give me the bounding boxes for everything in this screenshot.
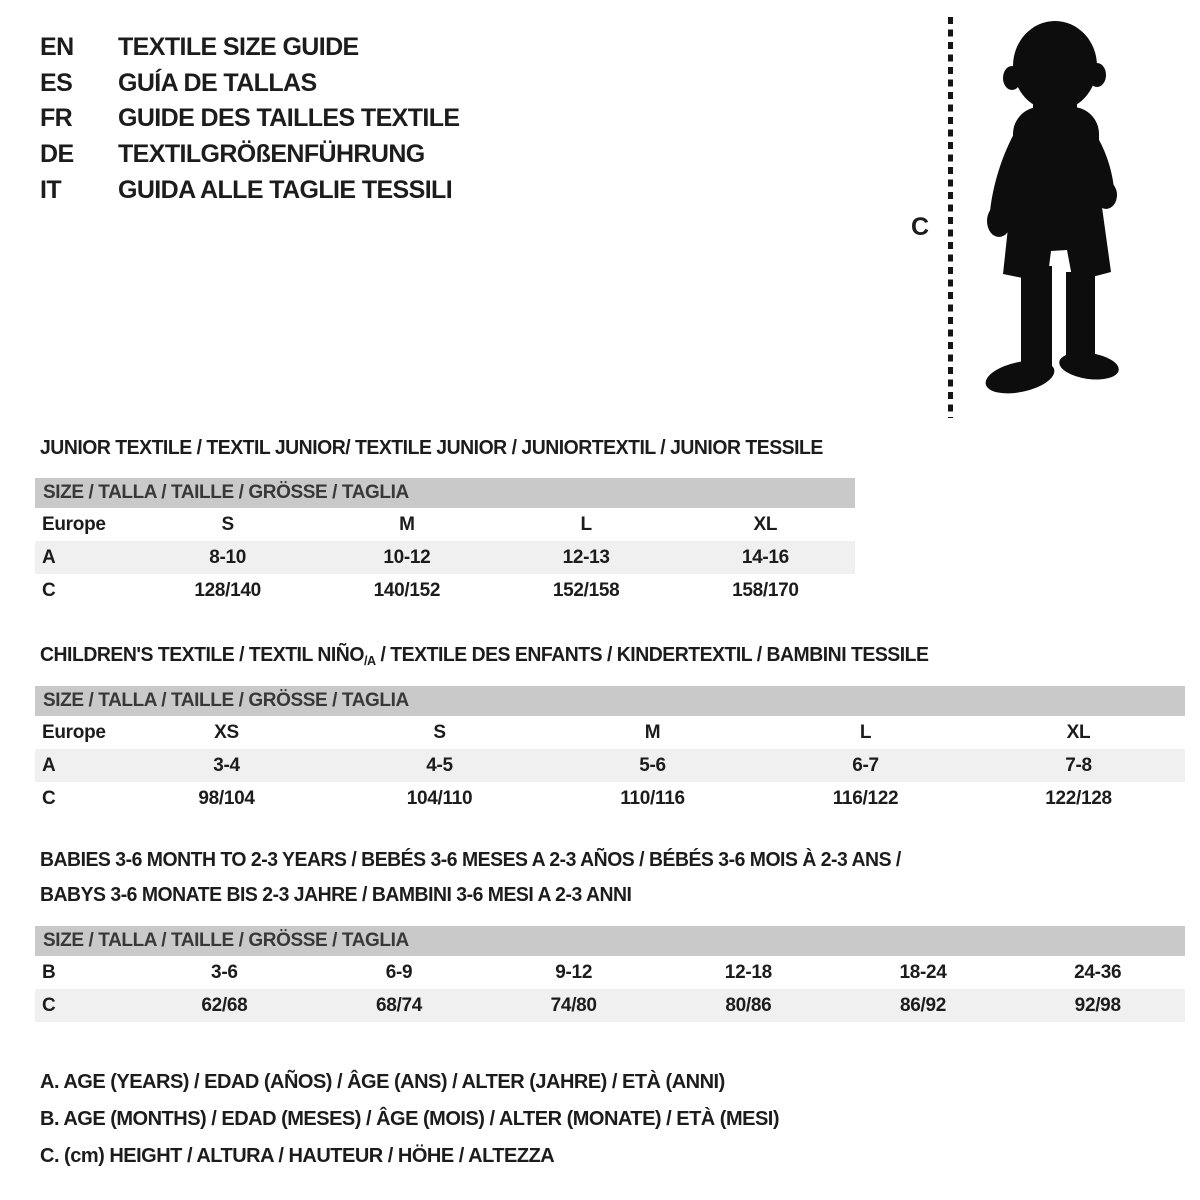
row-label: C (42, 579, 56, 601)
lang-row-it (40, 172, 460, 208)
size-header-bar: SIZE / TALLA / TAILLE / GRÖSSE / TAGLIA (35, 478, 855, 508)
junior-size-table (35, 478, 855, 607)
legend-line-a: A. AGE (YEARS) / EDAD (AÑOS) / ÂGE (ANS) / ALTER (JAHRE) / ETÀ (ANNI) (40, 1071, 725, 1093)
table-cell: L (580, 513, 592, 535)
table-cell: 62/68 (201, 994, 248, 1016)
row-label: Europe (42, 721, 106, 743)
lang-row-fr (40, 101, 460, 137)
row-label: B (42, 961, 56, 983)
table-cell: 6-9 (385, 961, 413, 983)
table-cell: 116/122 (832, 787, 899, 809)
babies-section-title-line1: BABIES 3-6 MONTH TO 2-3 YEARS / BEBÉS 3-6 MESES A 2-3 AÑOS / BÉBÉS 3-6 MOIS À 2-3 ANS / (40, 849, 901, 871)
lang-title: GUIDE DES TAILLES TEXTILE (118, 104, 460, 133)
lang-row-es (40, 66, 460, 102)
lang-title: GUÍA DE TALLAS (118, 68, 317, 97)
babies-size-table (35, 926, 1185, 1022)
table-cell: 74/80 (550, 994, 597, 1016)
table-cell: S (433, 721, 446, 743)
table-cell: L (859, 721, 872, 743)
table-cell: 104/110 (406, 787, 473, 809)
table-cell: 152/158 (552, 579, 620, 601)
height-measure-dashed-line (948, 17, 953, 418)
table-cell: M (644, 721, 661, 743)
toddler-silhouette-icon (963, 14, 1141, 420)
legend-line-b: B. AGE (MONTHS) / EDAD (MESES) / ÂGE (MOIS) / ALTER (MONATE) / ETÀ (MESI) (40, 1108, 780, 1130)
row-label: A (42, 754, 56, 776)
table-cell: XL (1066, 721, 1091, 743)
table-cell: 80/86 (725, 994, 772, 1016)
table-cell: M (399, 513, 415, 535)
table-cell: 122/128 (1045, 787, 1112, 809)
table-cell: 10-12 (383, 546, 431, 568)
children-size-table (35, 686, 1185, 815)
lang-title: TEXTILGRÖßENFÜHRUNG (118, 140, 425, 169)
language-list (40, 30, 460, 208)
lang-title: GUIDA ALLE TAGLIE TESSILI (118, 175, 453, 204)
lang-code: EN (40, 33, 74, 62)
table-cell: 158/170 (732, 579, 799, 601)
table-cell: 14-16 (741, 546, 789, 568)
table-cell: XS (214, 721, 239, 743)
lang-code: IT (40, 175, 62, 204)
table-cell: 24-36 (1074, 961, 1122, 983)
table-cell: 140/152 (373, 579, 441, 601)
size-header-bar: SIZE / TALLA / TAILLE / GRÖSSE / TAGLIA (35, 926, 1185, 956)
babies-section-title-line2: BABYS 3-6 MONATE BIS 2-3 JAHRE / BAMBINI 3-6 MESI A 2-3 ANNI (40, 884, 632, 906)
lang-code: FR (40, 104, 73, 133)
children-title-text: / TEXTILE DES ENFANTS / KINDERTEXTIL / BAMBINI TESSILE (375, 644, 929, 666)
table-row-europe (35, 716, 1185, 749)
table-cell: 8-10 (209, 546, 247, 568)
table-cell: 3-4 (213, 754, 240, 776)
children-title-subscript: /A (363, 653, 376, 668)
table-cell: 4-5 (426, 754, 453, 776)
table-row-age-months (35, 956, 1185, 989)
table-cell: 92/98 (1074, 994, 1121, 1016)
table-cell: 86/92 (900, 994, 947, 1016)
junior-section-title: JUNIOR TEXTILE / TEXTIL JUNIOR/ TEXTILE JUNIOR / JUNIORTEXTIL / JUNIOR TESSILE (40, 437, 823, 459)
lang-code: DE (40, 140, 74, 169)
table-row-age-years (35, 541, 855, 574)
table-cell: 5-6 (639, 754, 666, 776)
children-title-text: CHILDREN'S TEXTILE / TEXTIL NIÑO (40, 644, 364, 666)
table-cell: 7-8 (1065, 754, 1092, 776)
row-label: A (42, 546, 56, 568)
table-row-height (35, 782, 1185, 815)
table-cell: 128/140 (194, 579, 261, 601)
table-cell: 18-24 (899, 961, 947, 983)
table-cell: 12-18 (724, 961, 772, 983)
size-header-bar: SIZE / TALLA / TAILLE / GRÖSSE / TAGLIA (35, 686, 1185, 716)
legend (40, 1064, 779, 1175)
table-cell: 68/74 (375, 994, 423, 1016)
lang-code: ES (40, 68, 73, 97)
lang-row-en (40, 30, 460, 66)
table-cell: 9-12 (555, 961, 593, 983)
table-cell: 3-6 (211, 961, 238, 983)
lang-row-de (40, 137, 460, 173)
row-label: C (42, 787, 56, 809)
row-label: C (42, 994, 56, 1016)
table-row-height (35, 989, 1185, 1022)
table-row-age-years (35, 749, 1185, 782)
table-cell: 6-7 (852, 754, 879, 776)
lang-title: TEXTILE SIZE GUIDE (118, 33, 359, 62)
row-label: Europe (42, 513, 106, 535)
table-row-height (35, 574, 855, 607)
children-section-title (40, 644, 928, 668)
legend-line-c: C. (cm) HEIGHT / ALTURA / HAUTEUR / HÖHE / ALTEZZA (40, 1145, 555, 1167)
table-cell: 98/104 (198, 787, 255, 809)
table-cell: 110/116 (620, 787, 685, 809)
table-row-europe (35, 508, 855, 541)
table-cell: XL (753, 513, 778, 535)
table-cell: 12-13 (562, 546, 610, 568)
table-cell: S (221, 513, 234, 535)
height-measure-label: C (911, 213, 930, 241)
